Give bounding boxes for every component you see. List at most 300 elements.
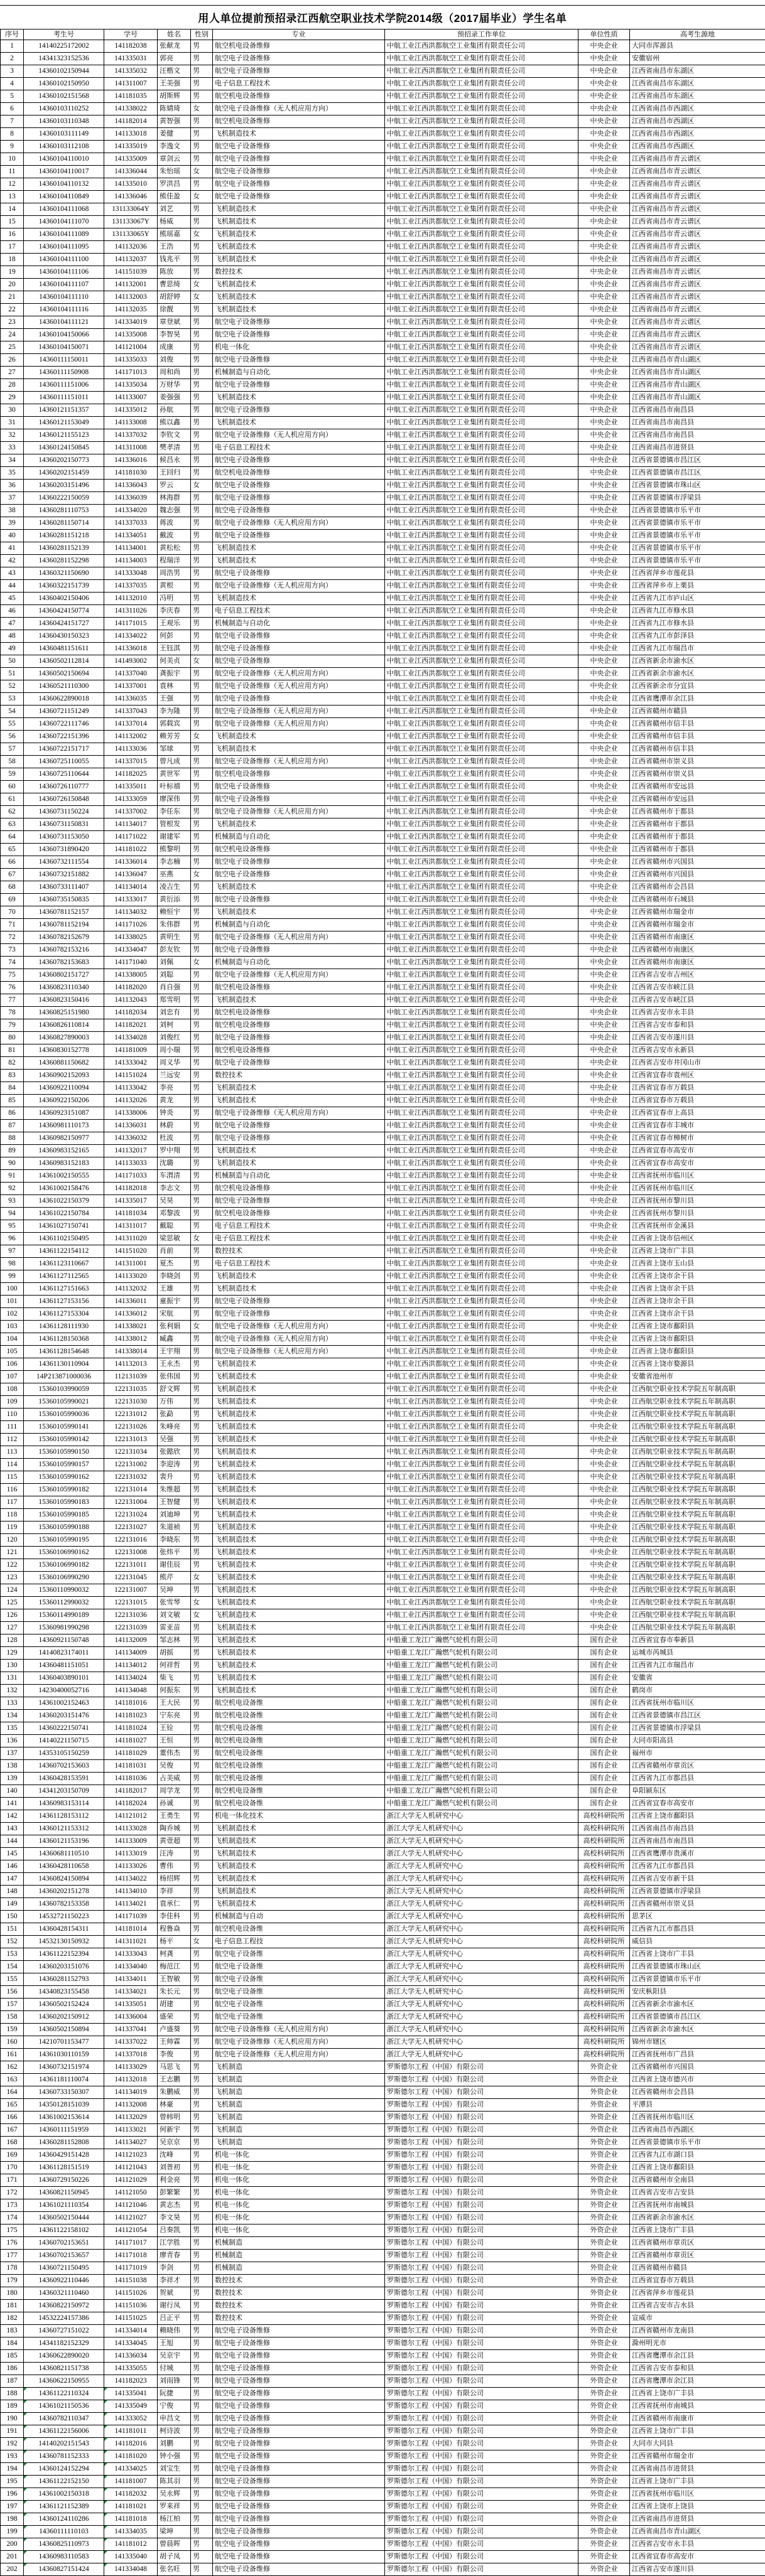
cell-gender: 男 [191, 141, 213, 153]
cell-index: 96 [1, 1233, 24, 1245]
cell-employer: 中航工业江西洪都航空工业集团有限责任公司 [385, 1333, 578, 1346]
cell-exam-no: 14360424150774 [24, 605, 104, 618]
cell-exam-no: 15360105990183 [24, 1496, 104, 1509]
cell-name: 成康 [158, 341, 191, 354]
cell-exam-no: 14360923151087 [24, 1107, 104, 1120]
cell-student-no: 122131034 [104, 1446, 158, 1459]
cell-exam-no: 14361122156006 [24, 2425, 104, 2438]
cell-student-no: 141133029 [104, 2061, 158, 2074]
cell-exam-no: 14360203151476 [24, 1710, 104, 1722]
cell-gender: 男 [191, 241, 213, 254]
cell-employer: 罗斯德尔工程（中国）有限公司 [385, 2438, 578, 2450]
cell-major: 飞机制造 [213, 2086, 385, 2099]
cell-gender: 男 [191, 743, 213, 756]
cell-gender: 男 [191, 40, 213, 53]
cell-origin: 江西省赣州市于都县 [630, 831, 765, 844]
table-row [1, 404, 765, 417]
cell-employer: 中航工业江西洪都航空工业集团有限责任公司 [385, 392, 578, 404]
cell-employer: 中航工业江西洪都航空工业集团有限责任公司 [385, 78, 578, 90]
cell-name: 宋航 [158, 1308, 191, 1321]
cell-exam-no: 14360881150682 [24, 1057, 104, 1070]
cell-exam-no: 14360103110348 [24, 115, 104, 128]
cell-gender: 男 [191, 2112, 213, 2124]
table-row [1, 1986, 765, 1999]
cell-unit-type: 中央企业 [578, 1195, 630, 1208]
cell-index: 185 [1, 2350, 24, 2363]
cell-exam-no: 14360732151882 [24, 869, 104, 881]
cell-exam-no: 14360104110010 [24, 153, 104, 166]
cell-employer: 中航工业江西洪都航空工业集团有限责任公司 [385, 254, 578, 266]
cell-name: 胡舒婷 [158, 291, 191, 304]
cell-gender: 男 [191, 65, 213, 78]
cell-exam-no: 14360121155123 [24, 429, 104, 442]
cell-major: 航空机电设备维 [213, 1798, 385, 1810]
cell-index: 3 [1, 65, 24, 78]
cell-exam-no: 14361021110354 [24, 2199, 104, 2212]
table-row [1, 1685, 765, 1697]
cell-exam-no: 14361002150318 [24, 2488, 104, 2501]
cell-name: 黄衍添 [158, 894, 191, 906]
table-row [1, 567, 765, 580]
cell-employer: 中船重工龙江广瀚燃气轮机有限公司 [385, 1722, 578, 1735]
cell-name: 李剑 [158, 2262, 191, 2275]
cell-employer: 罗斯德尔工程（中国）有限公司 [385, 2337, 578, 2350]
cell-employer: 中航工业江西洪都航空工业集团有限责任公司 [385, 994, 578, 1007]
cell-name: 李任东 [158, 806, 191, 818]
cell-student-no: 141336014 [104, 856, 158, 869]
cell-origin: 江西省萍乡市上栗县 [630, 580, 765, 593]
cell-name: 黄松松 [158, 542, 191, 555]
cell-student-no: 141134017 [104, 818, 158, 831]
cell-index: 32 [1, 429, 24, 442]
cell-gender: 男 [191, 2438, 213, 2450]
col-header-exam-no: 考生号 [24, 30, 104, 40]
cell-student-no: 141132008 [104, 2099, 158, 2112]
cell-employer: 罗斯德尔工程（中国）有限公司 [385, 2162, 578, 2174]
cell-student-no: 141121027 [104, 2212, 158, 2224]
table-row [1, 2375, 765, 2388]
cell-origin: 江西省新余市渝水区 [630, 1999, 765, 2011]
cell-unit-type: 高校科研院所 [578, 1810, 630, 1823]
cell-major: 飞机制造技术 [213, 1835, 385, 1848]
cell-student-no: 141133020 [104, 1270, 158, 1283]
cell-gender: 女 [191, 1609, 213, 1622]
cell-index: 66 [1, 856, 24, 869]
cell-student-no: 141181012 [104, 2538, 158, 2551]
cell-employer: 中航工业江西洪都航空工业集团有限责任公司 [385, 216, 578, 228]
cell-unit-type: 中央企业 [578, 241, 630, 254]
cell-index: 186 [1, 2363, 24, 2375]
cell-origin: 江西省南昌市进贤县 [630, 442, 765, 454]
cell-student-no: 141182024 [104, 1798, 158, 1810]
table-row [1, 630, 765, 643]
cell-exam-no: 14360111151959 [24, 2124, 104, 2137]
cell-index: 188 [1, 2388, 24, 2400]
cell-major: 机电一体化 [213, 2162, 385, 2174]
cell-origin: 阜阳颍东区 [630, 1785, 765, 1798]
cell-index: 155 [1, 1973, 24, 1986]
cell-major: 航空电子设备维 [213, 2011, 385, 2024]
cell-origin: 江西省南昌市青云谱区 [630, 166, 765, 178]
cell-employer: 浙江大学无人机研究中心 [385, 1973, 578, 1986]
cell-employer: 中航工业江西洪都航空工业集团有限责任公司 [385, 1597, 578, 1609]
cell-employer: 罗斯德尔工程（中国）有限公司 [385, 2137, 578, 2149]
cell-employer: 罗斯德尔工程（中国）有限公司 [385, 2199, 578, 2212]
cell-origin: 江西省抚州市临川区 [630, 1697, 765, 1710]
cell-employer: 中航工业江西洪都航空工业集团有限责任公司 [385, 480, 578, 492]
table-row [1, 2149, 765, 2162]
cell-name: 周和尚 [158, 367, 191, 379]
cell-origin: 江西省南昌市青云谱区 [630, 216, 765, 228]
table-row [1, 994, 765, 1007]
cell-unit-type: 中央企业 [578, 643, 630, 655]
cell-major: 飞机制造 [213, 2124, 385, 2137]
table-row [1, 228, 765, 241]
cell-name: 张炜平 [158, 1547, 191, 1559]
cell-major: 航空机电设备维 [213, 1923, 385, 1936]
cell-employer: 浙江大学无人机研究中心 [385, 1898, 578, 1911]
cell-exam-no: 14360281152298 [24, 555, 104, 567]
cell-unit-type: 中央企业 [578, 291, 630, 304]
cell-student-no: 141334011 [104, 1973, 158, 1986]
cell-gender: 男 [191, 90, 213, 103]
col-header-unit-type: 单位性质 [578, 30, 630, 40]
cell-student-no: 141336004 [104, 2011, 158, 2024]
cell-origin: 江西省吉安市井冈山市 [630, 1057, 765, 1070]
cell-exam-no: 14360502150894 [24, 2024, 104, 2036]
cell-unit-type: 中央企业 [578, 844, 630, 856]
cell-index: 82 [1, 1057, 24, 1070]
cell-employer: 中航工业江西洪都航空工业集团有限责任公司 [385, 1484, 578, 1496]
cell-origin: 江西省赣州市会昌县 [630, 2086, 765, 2099]
cell-employer: 中航工业江西洪都航空工业集团有限责任公司 [385, 404, 578, 417]
cell-major: 飞机制造技术 [213, 203, 385, 216]
cell-employer: 中航工业江西洪都航空工业集团有限责任公司 [385, 1233, 578, 1245]
table-row [1, 2538, 765, 2551]
cell-origin: 江西航空职业技术学院五年制高职 [630, 1484, 765, 1496]
cell-name: 万伟 [158, 1396, 191, 1409]
cell-unit-type: 中央企业 [578, 517, 630, 530]
cell-origin: 江西省抚州市临川区 [630, 2112, 765, 2124]
cell-exam-no: 14361122158102 [24, 2224, 104, 2237]
cell-exam-no: 14360733150307 [24, 2086, 104, 2099]
cell-student-no: 141182038 [104, 40, 158, 53]
cell-unit-type: 高校科研院所 [578, 1999, 630, 2011]
cell-unit-type: 外资企业 [578, 2300, 630, 2312]
cell-index: 109 [1, 1396, 24, 1409]
cell-major: 航空电子设备维修 [213, 153, 385, 166]
cell-major: 机械制造与自动化 [213, 367, 385, 379]
cell-major: 飞机制造技术 [213, 1521, 385, 1534]
cell-major: 航空电子设备维修（无人机应用方向） [213, 2024, 385, 2036]
cell-employer: 浙江大学无人机研究中心 [385, 2011, 578, 2024]
cell-name: 林豪 [158, 2099, 191, 2112]
cell-employer: 中船重工龙江广瀚燃气轮机有限公司 [385, 1634, 578, 1647]
cell-name: 李迎涛 [158, 1459, 191, 1471]
cell-employer: 中航工业江西洪都航空工业集团有限责任公司 [385, 844, 578, 856]
cell-index: 110 [1, 1409, 24, 1421]
cell-name: 钟小强 [158, 2450, 191, 2463]
cell-name: 吴永辉 [158, 2488, 191, 2501]
cell-gender: 男 [191, 2488, 213, 2501]
cell-gender: 男 [191, 1622, 213, 1634]
cell-employer: 中航工业江西洪都航空工业集团有限责任公司 [385, 1434, 578, 1446]
cell-index: 202 [1, 2563, 24, 2576]
cell-major: 航空机电设备维修 [213, 115, 385, 128]
table-row [1, 2174, 765, 2187]
cell-origin: 江西省赣州市瑞金市 [630, 2450, 765, 2463]
cell-index: 73 [1, 944, 24, 957]
cell-student-no: 141132013 [104, 1358, 158, 1371]
cell-index: 65 [1, 844, 24, 856]
cell-major: 飞机制造技术 [213, 1509, 385, 1521]
cell-origin: 江西省上饶市余干县 [630, 1296, 765, 1308]
cell-employer: 罗斯德尔工程（中国）有限公司 [385, 2250, 578, 2262]
cell-origin: 江西省南昌市青云谱区 [630, 304, 765, 316]
cell-employer: 浙江大学无人机研究中心 [385, 1961, 578, 1973]
cell-name: 盛荣 [158, 2011, 191, 2024]
cell-employer: 中航工业江西洪都航空工业集团有限责任公司 [385, 706, 578, 718]
cell-name: 邹志林 [158, 1634, 191, 1647]
cell-gender: 男 [191, 1547, 213, 1559]
cell-student-no: 141133007 [104, 392, 158, 404]
cell-name: 张懿欣 [158, 1446, 191, 1459]
cell-index: 197 [1, 2501, 24, 2513]
cell-major: 飞机制造技术 [213, 1534, 385, 1547]
cell-student-no: 141181034 [104, 1208, 158, 1220]
table-row [1, 781, 765, 793]
cell-student-no: 122131016 [104, 1534, 158, 1547]
cell-name: 姜强强 [158, 392, 191, 404]
col-header-index: 序号 [1, 30, 24, 40]
cell-major: 航空机电设备维 [213, 1697, 385, 1710]
cell-unit-type: 中央企业 [578, 1421, 630, 1434]
cell-name: 杨绍辉 [158, 1873, 191, 1886]
cell-major: 航空电子设备维修 [213, 2337, 385, 2350]
cell-major: 飞机制造技术 [213, 279, 385, 291]
cell-origin: 江西省景德镇市乐平市 [630, 505, 765, 517]
cell-major: 飞机制造技术 [213, 1434, 385, 1446]
cell-unit-type: 中央企业 [578, 442, 630, 454]
table-row [1, 1082, 765, 1095]
cell-student-no: 141334051 [104, 530, 158, 542]
cell-unit-type: 外资企业 [578, 2224, 630, 2237]
cell-origin: 江西省吉安市永丰县 [630, 1007, 765, 1019]
cell-employer: 中船重工龙江广瀚燃气轮机有限公司 [385, 1785, 578, 1798]
cell-origin: 江西省上饶市鄱阳县 [630, 1346, 765, 1358]
cell-student-no: 141134022 [104, 1873, 158, 1886]
cell-major: 飞机制造技术 [213, 743, 385, 756]
cell-student-no: 141132010 [104, 593, 158, 605]
cell-origin: 江西省宜春市丰城市 [630, 1120, 765, 1132]
cell-gender: 女 [191, 1321, 213, 1333]
cell-gender: 男 [191, 542, 213, 555]
table-row [1, 2526, 765, 2538]
cell-name: 曹伟 [158, 1860, 191, 1873]
table-row [1, 818, 765, 831]
cell-major: 飞机制造技术 [213, 228, 385, 241]
cell-employer: 中航工业江西洪都航空工业集团有限责任公司 [385, 191, 578, 203]
table-row [1, 1823, 765, 1835]
cell-student-no: 122131030 [104, 1396, 158, 1409]
cell-exam-no: 14360983152165 [24, 1145, 104, 1157]
cell-gender: 男 [191, 718, 213, 731]
cell-major: 航空电子设备维修 [213, 693, 385, 706]
cell-name: 陈其羽 [158, 2476, 191, 2488]
cell-student-no: 141132002 [104, 731, 158, 743]
cell-name: 江学胜 [158, 2237, 191, 2250]
cell-name: 何祥哲 [158, 1660, 191, 1672]
cell-gender: 男 [191, 1647, 213, 1660]
cell-unit-type: 高校科研院所 [578, 1860, 630, 1873]
cell-gender: 男 [191, 856, 213, 869]
cell-unit-type: 中央企业 [578, 743, 630, 756]
cell-major: 机械制造与自动化 [213, 1170, 385, 1183]
cell-employer: 中航工业江西洪都航空工业集团有限责任公司 [385, 505, 578, 517]
cell-employer: 中航工业江西洪都航空工业集团有限责任公司 [385, 266, 578, 279]
cell-name: 吴坤 [158, 1584, 191, 1597]
cell-gender: 男 [191, 1107, 213, 1120]
cell-exam-no: 14360721151249 [24, 706, 104, 718]
table-row [1, 957, 765, 969]
cell-index: 159 [1, 2024, 24, 2036]
cell-unit-type: 中央企业 [578, 254, 630, 266]
cell-gender: 男 [191, 2024, 213, 2036]
cell-major: 航空电子设备维修 [213, 793, 385, 806]
cell-major: 数控技术 [213, 266, 385, 279]
cell-unit-type: 中央企业 [578, 354, 630, 367]
cell-exam-no: 14360502150444 [24, 2212, 104, 2224]
cell-index: 26 [1, 354, 24, 367]
cell-index: 98 [1, 1258, 24, 1270]
cell-major: 飞机制造技术 [213, 1358, 385, 1371]
cell-unit-type: 中央企业 [578, 831, 630, 844]
cell-name: 黄根 [158, 580, 191, 593]
cell-index: 115 [1, 1471, 24, 1484]
cell-index: 89 [1, 1145, 24, 1157]
cell-student-no: 141133036 [104, 743, 158, 756]
cell-unit-type: 外资企业 [578, 2513, 630, 2526]
cell-employer: 罗斯德尔工程（中国）有限公司 [385, 2563, 578, 2576]
cell-student-no: 141335019 [104, 141, 158, 153]
cell-major: 航空电子设备维修 [213, 856, 385, 869]
cell-origin: 江西省宜春市高安市 [630, 1157, 765, 1170]
cell-major: 航空机电设备维修 [213, 1044, 385, 1057]
cell-unit-type: 国有企业 [578, 1798, 630, 1810]
cell-index: 45 [1, 593, 24, 605]
cell-unit-type: 中央企业 [578, 1057, 630, 1070]
cell-origin: 江西省宜春市上高县 [630, 1107, 765, 1120]
cell-student-no: 141134001 [104, 542, 158, 555]
cell-exam-no: 14532130150932 [24, 1936, 104, 1948]
cell-exam-no: 14361121152389 [24, 2501, 104, 2513]
cell-unit-type: 中央企业 [578, 216, 630, 228]
cell-gender: 男 [191, 2086, 213, 2099]
cell-index: 21 [1, 291, 24, 304]
cell-name: 梅范江 [158, 1961, 191, 1973]
cell-employer: 中船重工龙江广瀚燃气轮机有限公司 [385, 1685, 578, 1697]
cell-employer: 中航工业江西洪都航空工业集团有限责任公司 [385, 1521, 578, 1534]
cell-name: 刘文敏 [158, 1609, 191, 1622]
cell-unit-type: 外资企业 [578, 2375, 630, 2388]
cell-unit-type: 中央企业 [578, 756, 630, 768]
cell-employer: 中船重工龙江广瀚燃气轮机有限公司 [385, 1735, 578, 1747]
cell-employer: 浙江大学无人机研究中心 [385, 1936, 578, 1948]
cell-exam-no: 14361122110324 [24, 2388, 104, 2400]
cell-student-no: 141121029 [104, 2174, 158, 2187]
cell-unit-type: 外资企业 [578, 2337, 630, 2350]
cell-gender: 男 [191, 2275, 213, 2287]
cell-name: 王旭 [158, 2337, 191, 2350]
cell-student-no: 141336018 [104, 643, 158, 655]
cell-exam-no: 14360902152093 [24, 1070, 104, 1082]
cell-name: 黄龙 [158, 1095, 191, 1107]
cell-name: 胡摇 [158, 1647, 191, 1660]
cell-employer: 浙江大学无人机研究中心 [385, 1886, 578, 1898]
cell-student-no: 141334020 [104, 505, 158, 517]
cell-gender: 男 [191, 53, 213, 65]
table-row [1, 216, 765, 228]
table-row [1, 2099, 765, 2112]
cell-index: 182 [1, 2312, 24, 2325]
cell-unit-type: 中央企业 [578, 1270, 630, 1283]
cell-employer: 中航工业江西洪都航空工业集团有限责任公司 [385, 1421, 578, 1434]
cell-gender: 男 [191, 1534, 213, 1547]
cell-origin: 江西航空职业技术学院五年制高职 [630, 1496, 765, 1509]
cell-origin: 江西省赣州市全南县 [630, 2174, 765, 2187]
cell-employer: 中航工业江西洪都航空工业集团有限责任公司 [385, 793, 578, 806]
cell-unit-type: 高校科研院所 [578, 1948, 630, 1961]
cell-name: 王回归 [158, 467, 191, 480]
cell-index: 127 [1, 1622, 24, 1634]
cell-origin: 江西省上饶市玉山县 [630, 1258, 765, 1270]
cell-gender: 男 [191, 1095, 213, 1107]
cell-major: 飞机制造 [213, 2061, 385, 2074]
cell-origin: 江西省景德镇市昌江区 [630, 467, 765, 480]
cell-unit-type: 国有企业 [578, 1685, 630, 1697]
cell-name: 王帅霖 [158, 2036, 191, 2049]
cell-student-no: 141132001 [104, 279, 158, 291]
table-row [1, 2199, 765, 2212]
table-row [1, 254, 765, 266]
cell-unit-type: 中央企业 [578, 492, 630, 505]
cell-index: 192 [1, 2438, 24, 2450]
cell-major: 航空电子设备维修 [213, 2563, 385, 2576]
cell-student-no: 141336035 [104, 693, 158, 706]
cell-unit-type: 中央企业 [578, 1220, 630, 1233]
cell-major: 航空电子设备维修 [213, 141, 385, 153]
cell-name: 袁承仁 [158, 1898, 191, 1911]
cell-student-no: 122131036 [104, 1609, 158, 1622]
cell-origin: 江西省赣州市兴国县 [630, 869, 765, 881]
cell-exam-no: 14360124110286 [24, 2513, 104, 2526]
cell-major: 航空电子设备维修（无人机应用方向） [213, 1107, 385, 1120]
cell-index: 108 [1, 1383, 24, 1396]
cell-gender: 男 [191, 1860, 213, 1873]
cell-gender: 男 [191, 505, 213, 517]
table-row [1, 718, 765, 731]
cell-student-no: 141171015 [104, 618, 158, 630]
table-row [1, 2049, 765, 2061]
cell-employer: 罗斯德尔工程（中国）有限公司 [385, 2425, 578, 2438]
cell-origin: 江西省九江市修水县 [630, 618, 765, 630]
cell-index: 147 [1, 1873, 24, 1886]
cell-major: 飞机制造技术 [213, 1823, 385, 1835]
cell-student-no: 141337018 [104, 2049, 158, 2061]
cell-employer: 中航工业江西洪都航空工业集团有限责任公司 [385, 680, 578, 693]
cell-index: 148 [1, 1886, 24, 1898]
cell-index: 125 [1, 1597, 24, 1609]
